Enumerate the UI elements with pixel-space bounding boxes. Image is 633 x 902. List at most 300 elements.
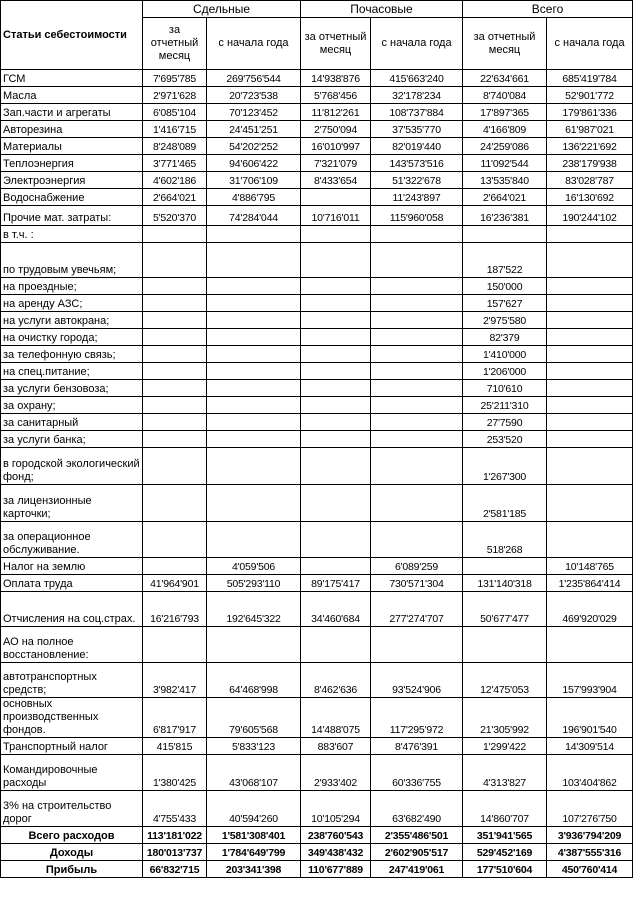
row-label: Зап.части и агрегаты [1,104,143,121]
value-cell [547,346,633,363]
value-cell: 2'975'580 [463,312,547,329]
value-cell [371,485,463,522]
value-cell [207,414,301,431]
value-cell: 351'941'565 [463,827,547,844]
value-cell: 4'602'186 [143,172,207,189]
sub-header-ytd: с начала года [207,18,301,70]
value-cell: 529'452'169 [463,844,547,861]
value-cell: 82'379 [463,329,547,346]
total-row [1,827,633,844]
value-cell [371,522,463,558]
value-cell: 7'321'079 [301,155,371,172]
value-cell: 14'938'876 [301,70,371,87]
value-cell: 74'284'044 [207,206,301,226]
row-label: АО на полное восстановление: [1,627,143,663]
value-cell [547,414,633,431]
sub-header-month: за отчетный месяц [301,18,371,70]
value-cell: 143'573'516 [371,155,463,172]
table-row [1,575,633,592]
row-label: на услуги автокрана; [1,312,143,329]
group-header-hourly: Почасовые [301,1,463,18]
value-cell: 54'202'252 [207,138,301,155]
table-row [1,172,633,189]
value-cell [207,346,301,363]
value-cell: 16'236'381 [463,206,547,226]
value-cell: 196'901'540 [547,698,633,738]
value-cell [371,278,463,295]
value-cell: 89'175'417 [301,575,371,592]
value-cell: 24'259'086 [463,138,547,155]
value-cell: 5'768'456 [301,87,371,104]
value-cell: 16'130'692 [547,189,633,206]
value-cell: 83'028'787 [547,172,633,189]
value-cell: 11'092'544 [463,155,547,172]
value-cell [207,485,301,522]
row-label: автотранспортных средств; [1,663,143,698]
row-label: на аренду АЗС; [1,295,143,312]
value-cell [301,346,371,363]
table-row [1,755,633,791]
value-cell: 12'475'053 [463,663,547,698]
value-cell: 131'140'318 [463,575,547,592]
value-cell: 82'019'440 [371,138,463,155]
category-header: Статьи себестоимости [1,1,143,70]
table-row [1,243,633,278]
value-cell: 10'716'011 [301,206,371,226]
table-row [1,397,633,414]
value-cell: 60'336'755 [371,755,463,791]
table-row [1,312,633,329]
value-cell: 14'860'707 [463,791,547,827]
row-label: за санитарный [1,414,143,431]
value-cell: 32'178'234 [371,87,463,104]
value-cell: 4'387'555'316 [547,844,633,861]
value-cell: 10'105'294 [301,791,371,827]
value-cell: 2'664'021 [463,189,547,206]
row-label: в т.ч. : [1,226,143,243]
value-cell: 2'602'905'517 [371,844,463,861]
sub-header-month: за отчетный месяц [143,18,207,70]
value-cell: 50'677'477 [463,592,547,627]
row-label: Прибыль [1,861,143,878]
sub-header-ytd: с начала года [547,18,633,70]
table-row [1,627,633,663]
value-cell [371,226,463,243]
table-row [1,431,633,448]
table-row [1,346,633,363]
value-cell: 157'993'904 [547,663,633,698]
value-cell [207,278,301,295]
value-cell: 469'920'029 [547,592,633,627]
value-cell: 4'886'795 [207,189,301,206]
value-cell [207,522,301,558]
value-cell [207,363,301,380]
value-cell: 238'179'938 [547,155,633,172]
value-cell [207,329,301,346]
table-row [1,70,633,87]
value-cell: 70'123'452 [207,104,301,121]
row-label: основных производственных фондов. [1,698,143,738]
value-cell: 61'987'021 [547,121,633,138]
value-cell: 27'7590 [463,414,547,431]
value-cell [207,431,301,448]
value-cell: 1'581'308'401 [207,827,301,844]
value-cell [143,278,207,295]
table-row [1,592,633,627]
value-cell [301,312,371,329]
value-cell [143,363,207,380]
value-cell: 14'488'075 [301,698,371,738]
value-cell: 187'522 [463,243,547,278]
value-cell: 115'960'058 [371,206,463,226]
group-header-piecework: Сдельные [143,1,301,18]
value-cell [301,226,371,243]
value-cell: 66'832'715 [143,861,207,878]
value-cell [207,295,301,312]
value-cell: 108'737'884 [371,104,463,121]
value-cell: 5'520'370 [143,206,207,226]
value-cell: 6'817'917 [143,698,207,738]
row-label: за услуги банка; [1,431,143,448]
table-row [1,738,633,755]
value-cell [301,189,371,206]
value-cell [371,414,463,431]
value-cell [143,414,207,431]
total-row [1,844,633,861]
value-cell: 415'663'240 [371,70,463,87]
value-cell: 247'419'061 [371,861,463,878]
value-cell [371,627,463,663]
value-cell: 31'706'109 [207,172,301,189]
value-cell: 6'089'259 [371,558,463,575]
value-cell [301,448,371,485]
row-label: в городской экологический фонд; [1,448,143,485]
value-cell [547,627,633,663]
value-cell [371,431,463,448]
value-cell: 11'243'897 [371,189,463,206]
value-cell [371,295,463,312]
value-cell [547,448,633,485]
value-cell: 450'760'414 [547,861,633,878]
value-cell [301,295,371,312]
value-cell: 1'410'000 [463,346,547,363]
table-body [1,70,633,878]
row-label: на спец.питание; [1,363,143,380]
value-cell [143,431,207,448]
value-cell [207,312,301,329]
row-label: Отчисления на соц.страх. [1,592,143,627]
row-label: Материалы [1,138,143,155]
sub-header-month: за отчетный месяц [463,18,547,70]
row-label: Всего расходов [1,827,143,844]
value-cell: 16'010'997 [301,138,371,155]
value-cell: 253'520 [463,431,547,448]
value-cell [301,380,371,397]
value-cell: 157'627 [463,295,547,312]
table-row [1,138,633,155]
value-cell: 107'276'750 [547,791,633,827]
table-row [1,189,633,206]
value-cell: 2'933'402 [301,755,371,791]
value-cell [207,397,301,414]
table-row [1,329,633,346]
row-label: за лицензионные карточки; [1,485,143,522]
value-cell [547,312,633,329]
table-row [1,104,633,121]
value-cell: 113'181'022 [143,827,207,844]
value-cell: 710'610 [463,380,547,397]
value-cell [301,278,371,295]
row-label: за услуги бензовоза; [1,380,143,397]
row-label: Масла [1,87,143,104]
value-cell [547,226,633,243]
row-label: Командировочные расходы [1,755,143,791]
value-cell [143,485,207,522]
value-cell: 8'248'089 [143,138,207,155]
row-label: Водоснабжение [1,189,143,206]
value-cell: 177'510'604 [463,861,547,878]
value-cell: 41'964'901 [143,575,207,592]
sub-header-ytd: с начала года [371,18,463,70]
value-cell [371,243,463,278]
table-row [1,414,633,431]
row-label: Налог на землю [1,558,143,575]
row-label: Транспортный налог [1,738,143,755]
value-cell: 4'059'506 [207,558,301,575]
value-cell [301,627,371,663]
value-cell: 1'380'425 [143,755,207,791]
value-cell [301,397,371,414]
value-cell: 4'166'809 [463,121,547,138]
table-row [1,121,633,138]
table-row [1,663,633,698]
table-row [1,87,633,104]
value-cell: 79'605'568 [207,698,301,738]
total-row [1,861,633,878]
value-cell: 1'235'864'414 [547,575,633,592]
value-cell: 505'293'110 [207,575,301,592]
value-cell [301,363,371,380]
value-cell: 2'971'628 [143,87,207,104]
value-cell [301,431,371,448]
row-label: за телефонную связь; [1,346,143,363]
value-cell [143,243,207,278]
table-row [1,522,633,558]
value-cell: 17'897'365 [463,104,547,121]
row-label: Теплоэнергия [1,155,143,172]
value-cell: 8'740'084 [463,87,547,104]
table-row [1,380,633,397]
value-cell [547,431,633,448]
table-row [1,206,633,226]
value-cell: 8'462'636 [301,663,371,698]
value-cell: 10'148'765 [547,558,633,575]
value-cell: 34'460'684 [301,592,371,627]
value-cell: 2'664'021 [143,189,207,206]
value-cell [371,397,463,414]
table-row [1,155,633,172]
value-cell: 94'606'422 [207,155,301,172]
value-cell: 51'322'678 [371,172,463,189]
value-cell [547,329,633,346]
value-cell [143,397,207,414]
value-cell: 4'313'827 [463,755,547,791]
value-cell: 518'268 [463,522,547,558]
value-cell [547,397,633,414]
value-cell [143,627,207,663]
value-cell: 25'211'310 [463,397,547,414]
value-cell: 93'524'906 [371,663,463,698]
table-row [1,558,633,575]
value-cell: 150'000 [463,278,547,295]
value-cell: 110'677'889 [301,861,371,878]
value-cell: 277'274'707 [371,592,463,627]
table-row [1,791,633,827]
value-cell [207,243,301,278]
row-label: ГСМ [1,70,143,87]
value-cell: 136'221'692 [547,138,633,155]
value-cell: 11'812'261 [301,104,371,121]
row-label: Авторезина [1,121,143,138]
value-cell [371,380,463,397]
row-label: на проездные; [1,278,143,295]
value-cell: 2'581'185 [463,485,547,522]
value-cell: 14'309'514 [547,738,633,755]
table-row [1,698,633,738]
value-cell [207,380,301,397]
value-cell: 40'594'260 [207,791,301,827]
table-row [1,226,633,243]
row-label: Прочие мат. затраты: [1,206,143,226]
value-cell [207,226,301,243]
value-cell: 13'535'840 [463,172,547,189]
value-cell: 8'433'654 [301,172,371,189]
value-cell: 2'750'094 [301,121,371,138]
value-cell: 192'645'322 [207,592,301,627]
table-row [1,363,633,380]
row-label: по трудовым увечьям; [1,243,143,278]
value-cell: 1'416'715 [143,121,207,138]
value-cell [143,295,207,312]
value-cell [207,448,301,485]
row-label: 3% на строительство дорог [1,791,143,827]
value-cell [547,295,633,312]
value-cell: 1'299'422 [463,738,547,755]
value-cell: 415'815 [143,738,207,755]
value-cell: 2'355'486'501 [371,827,463,844]
value-cell [547,278,633,295]
value-cell: 7'695'785 [143,70,207,87]
value-cell [143,346,207,363]
value-cell [547,485,633,522]
value-cell: 349'438'432 [301,844,371,861]
value-cell: 103'404'862 [547,755,633,791]
value-cell: 3'771'465 [143,155,207,172]
value-cell: 190'244'102 [547,206,633,226]
value-cell [143,522,207,558]
value-cell [143,558,207,575]
value-cell: 4'755'433 [143,791,207,827]
value-cell: 179'861'336 [547,104,633,121]
value-cell: 3'936'794'209 [547,827,633,844]
value-cell: 8'476'391 [371,738,463,755]
value-cell [547,243,633,278]
row-label: Доходы [1,844,143,861]
value-cell: 1'206'000 [463,363,547,380]
header-group-row [1,1,633,18]
group-header-total: Всего [463,1,633,18]
row-label: Электроэнергия [1,172,143,189]
value-cell: 269'756'544 [207,70,301,87]
value-cell [547,522,633,558]
value-cell [301,558,371,575]
value-cell [301,414,371,431]
value-cell: 63'682'490 [371,791,463,827]
value-cell: 730'571'304 [371,575,463,592]
value-cell: 5'833'123 [207,738,301,755]
row-label: за операционное обслуживание. [1,522,143,558]
value-cell: 883'607 [301,738,371,755]
value-cell: 43'068'107 [207,755,301,791]
value-cell [463,226,547,243]
value-cell [301,522,371,558]
value-cell: 6'085'104 [143,104,207,121]
value-cell: 203'341'398 [207,861,301,878]
value-cell [301,485,371,522]
value-cell: 16'216'793 [143,592,207,627]
value-cell [371,346,463,363]
value-cell: 21'305'992 [463,698,547,738]
value-cell [143,312,207,329]
value-cell: 117'295'972 [371,698,463,738]
row-label: на очистку города; [1,329,143,346]
value-cell: 52'901'772 [547,87,633,104]
value-cell: 24'451'251 [207,121,301,138]
value-cell: 22'634'661 [463,70,547,87]
value-cell [301,243,371,278]
value-cell [143,380,207,397]
value-cell: 1'784'649'799 [207,844,301,861]
value-cell: 3'982'417 [143,663,207,698]
row-label: Оплата труда [1,575,143,592]
value-cell [371,363,463,380]
value-cell [143,226,207,243]
value-cell [463,558,547,575]
value-cell [547,363,633,380]
value-cell: 180'013'737 [143,844,207,861]
value-cell [371,329,463,346]
value-cell: 37'535'770 [371,121,463,138]
value-cell [143,448,207,485]
value-cell: 238'760'543 [301,827,371,844]
table-row [1,295,633,312]
row-label: за охрану; [1,397,143,414]
value-cell [143,329,207,346]
value-cell [547,380,633,397]
value-cell: 685'419'784 [547,70,633,87]
table-row [1,485,633,522]
table-row [1,278,633,295]
value-cell: 1'267'300 [463,448,547,485]
value-cell [371,448,463,485]
value-cell: 64'468'998 [207,663,301,698]
value-cell: 20'723'538 [207,87,301,104]
value-cell [301,329,371,346]
value-cell [463,627,547,663]
table-row [1,448,633,485]
value-cell [371,312,463,329]
value-cell [207,627,301,663]
